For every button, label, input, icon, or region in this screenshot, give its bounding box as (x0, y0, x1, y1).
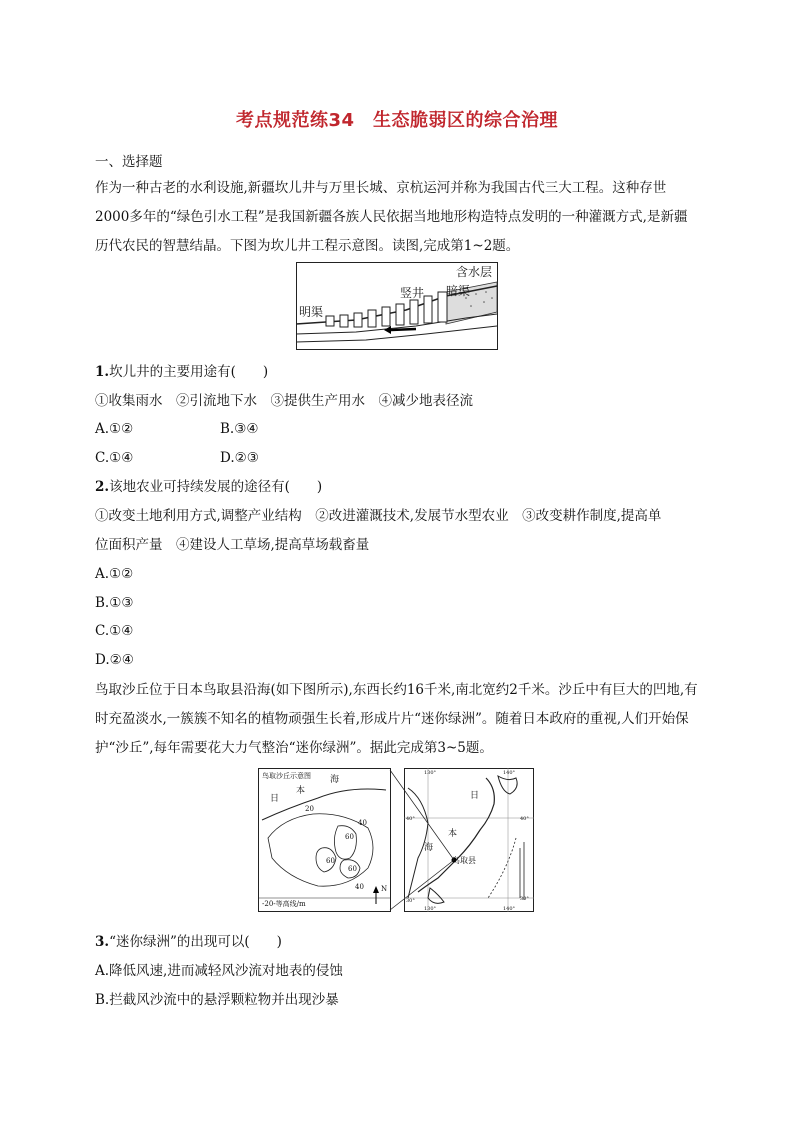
map-lat-40-left: 40° (406, 816, 415, 822)
option-a[interactable]: A.降低风速,进而减轻风沙流对地表的侵蚀 (95, 963, 343, 979)
question-1-options-row1 (95, 419, 258, 439)
map-lat-30-right: 30° (520, 896, 529, 902)
contour-label-60c: 60 (348, 865, 357, 873)
option-c[interactable]: C.①④ (95, 623, 134, 639)
inset-label-ri: 日 (270, 794, 280, 804)
map-lon-140-bottom: 140° (503, 906, 516, 912)
inset-label-ben: 本 (296, 786, 306, 796)
map-label-ri: 日 (470, 791, 480, 801)
map-label-ben: 本 (448, 829, 458, 839)
inset-title: 鸟取沙丘示意图 (262, 772, 311, 780)
question-2-items-line1: ①改变土地利用方式,调整产业结构 ②改进灌溉技术,发展节水型农业 ③改变耕作制度,提高单 (95, 508, 662, 524)
option-b[interactable]: B.①③ (95, 595, 134, 611)
contour-label-20: 20 (305, 805, 314, 813)
question-1-options-row2 (95, 448, 259, 468)
page-title: 考点规范练34 生态脆弱区的综合治理 (235, 110, 559, 131)
question-1-items: ①收集雨水 ②引流地下水 ③提供生产用水 ④减少地表径流 (95, 393, 473, 409)
intro-paragraph-1: 作为一种古老的水利设施,新疆坎儿井与万里长城、京杭运河并称为我国古代三大工程。这种存世2000多年的“绿色引水工程”是我国新疆各族人民依据当地地形构造特点发明的一种灌溉方式,是新疆历代农民的智慧结晶。下图为坎儿井工程示意图。读图,完成第1~2题。 (95, 180, 688, 254)
inset-legend: -20-等高线/m (262, 900, 306, 908)
section-heading: 一、选择题 (95, 154, 163, 170)
question-stem: 坎儿井的主要用途有( ) (109, 364, 269, 380)
question-1 (95, 362, 268, 382)
question-number: 1. (95, 364, 110, 380)
label-shaft: 竖井 (400, 286, 425, 300)
contour-label-40b: 40 (355, 883, 364, 891)
option-d[interactable]: D.②③ (220, 450, 259, 466)
map-lon-140-top: 140° (503, 770, 516, 776)
inset-label-sea: 海 (330, 775, 340, 785)
option-a[interactable]: A.①② (95, 566, 134, 582)
map-label-tottori: 鸟取县 (452, 856, 476, 865)
question-number: 2. (95, 479, 110, 495)
map-lat-40-right: 40° (520, 816, 529, 822)
label-underground-channel: 暗渠 (446, 284, 471, 298)
question-number: 3. (95, 934, 110, 950)
map-label-hai: 海 (424, 843, 434, 853)
option-b[interactable]: B.拦截风沙流中的悬浮颗粒物并出现沙暴 (95, 992, 339, 1008)
option-d[interactable]: D.②④ (95, 652, 134, 668)
question-2 (95, 477, 322, 497)
option-c[interactable]: C.①④ (95, 450, 134, 466)
label-open-channel: 明渠 (299, 305, 324, 319)
contour-label-60b: 60 (326, 857, 335, 865)
intro-paragraph-2: 鸟取沙丘位于日本鸟取县沿海(如下图所示),东西长约16千米,南北宽约2千米。沙丘中有巨大的凹地,有时充盈淡水,一簇簇不知名的植物顽强生长着,形成片片“迷你绿洲”。随着日本政府的重视,人们开始保护“沙丘”,每年需要花大力气整治“迷你绿洲”。据此完成第3~5题。 (95, 682, 698, 756)
contour-label-60a: 60 (345, 833, 354, 841)
label-aquifer: 含水层 (456, 265, 493, 279)
map-lon-130-top: 130° (424, 770, 437, 776)
question-3 (95, 932, 282, 952)
contour-label-40a: 40 (358, 819, 367, 827)
north-label: N (381, 885, 388, 893)
map-lon-130-bottom: 130° (424, 906, 437, 912)
map-lat-30-left: 30° (406, 898, 415, 904)
question-stem: 该地农业可持续发展的途径有( ) (109, 479, 323, 495)
question-2-items-line2: 位面积产量 ④建设人工草场,提高草场载畜量 (95, 537, 370, 553)
question-stem: “迷你绿洲”的出现可以( ) (109, 934, 282, 950)
option-a[interactable]: A.①② (95, 421, 134, 437)
option-b[interactable]: B.③④ (220, 421, 259, 437)
